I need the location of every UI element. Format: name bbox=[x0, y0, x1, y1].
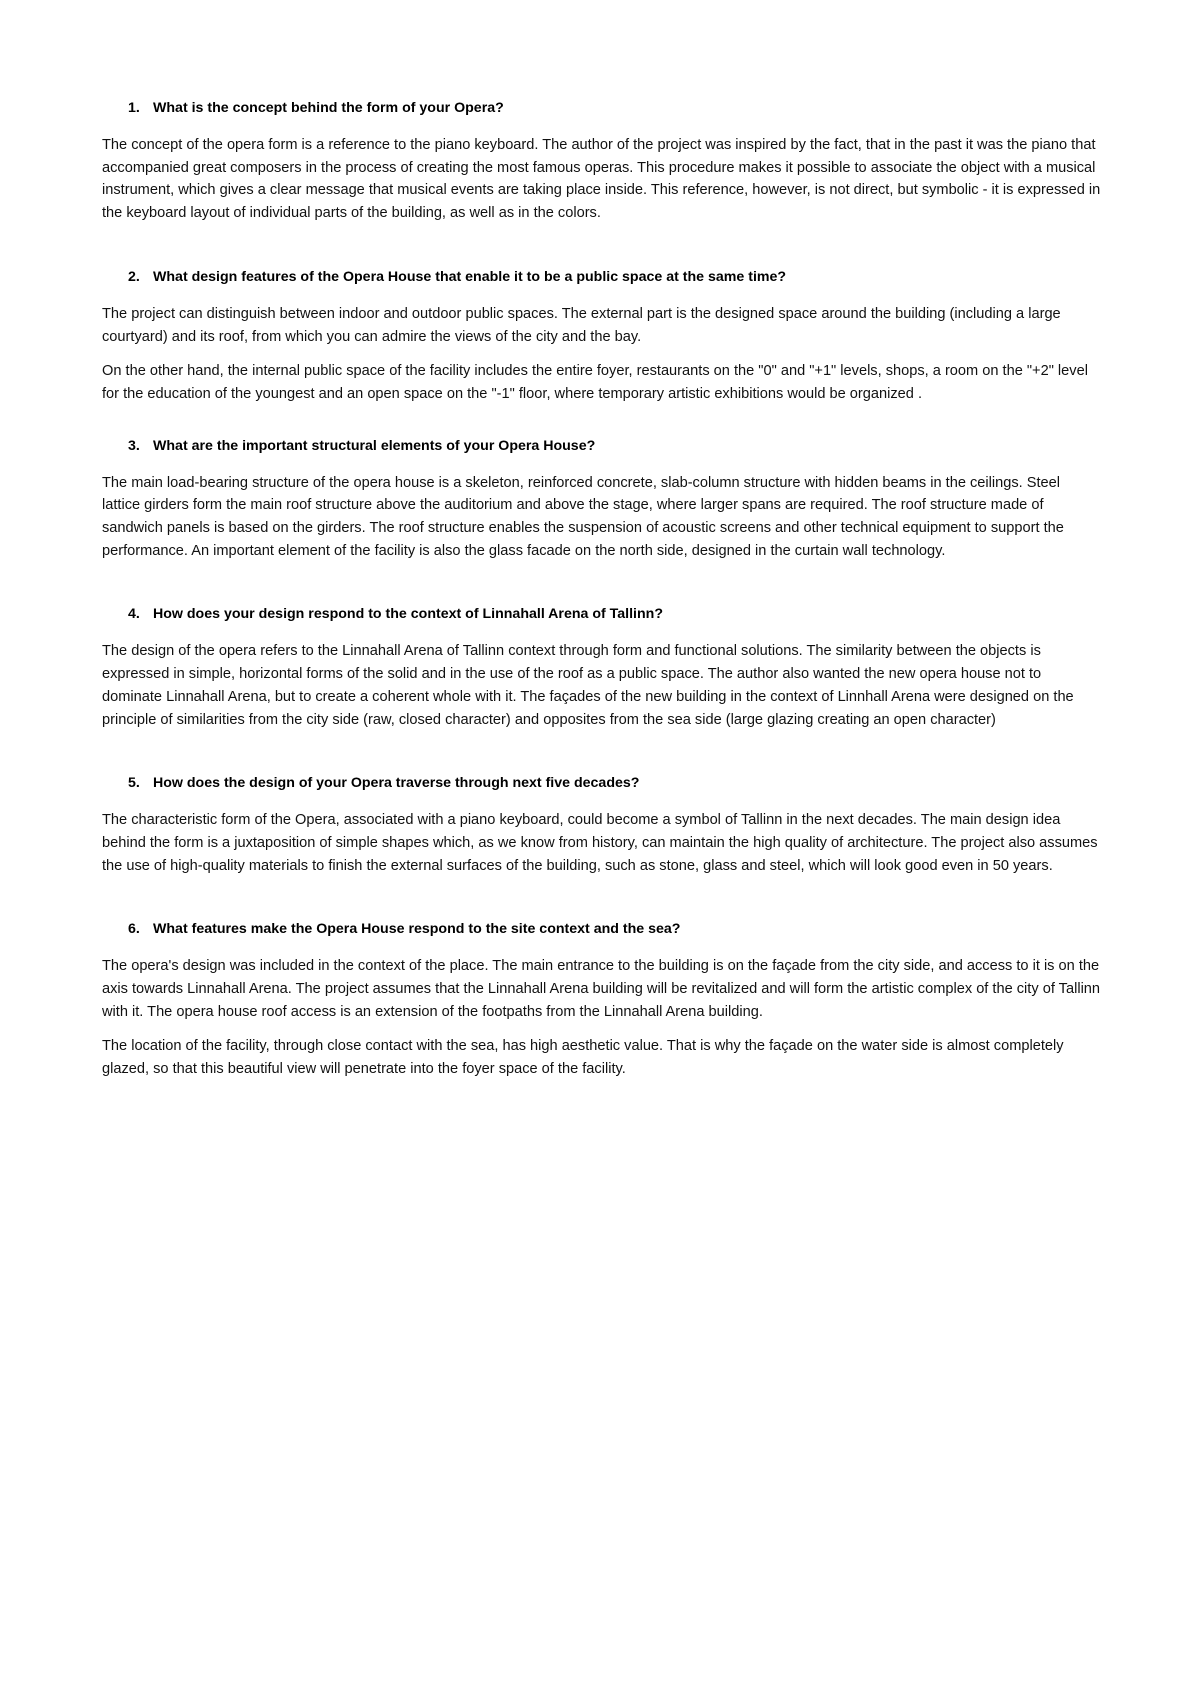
document-page bbox=[102, 98, 1102, 1093]
question-heading bbox=[128, 98, 1102, 119]
question-text: What is the concept behind the form of your Opera? bbox=[153, 100, 504, 116]
question-heading bbox=[128, 773, 1102, 794]
answer-paragraph: The concept of the opera form is a reference to the piano keyboard. The author of the project was inspired by the fact, that in the past it was the piano that accompanied great composers in the process of creating the most famous operas. This procedure makes it possible to associate the object with a musical instrument, which gives a clear message that musical events are taking place inside. This reference, however, is not direct, but symbolic - it is expressed in the keyboard layout of individual parts of the building, as well as in the colors. bbox=[102, 137, 1101, 222]
qa-section-6 bbox=[102, 919, 1102, 1081]
question-text: How does your design respond to the context of Linnahall Arena of Tallinn? bbox=[153, 606, 663, 623]
answer-paragraph: The main load-bearing structure of the opera house is a skeleton, reinforced concrete, slab-column structure with hidden beams in the ceilings. Steel lattice girders form the main roof structure above the auditorium and above the stage, where larger spans are required. The roof structure made of sandwich panels is based on the girders. The roof structure enables the suspension of acoustic screens and other technical equipment to support the performance. An important element of the facility is also the glass facade on the north side, designed in the curtain wall technology. bbox=[102, 474, 1064, 559]
question-number: 3. bbox=[128, 437, 140, 454]
qa-section-4 bbox=[102, 604, 1102, 731]
answer-paragraph: The project can distinguish between indoor and outdoor public spaces. The external part is the designed space around the building (including a large courtyard) and its roof, from which you can admire the views of the city and the bay. bbox=[102, 305, 1061, 345]
question-heading bbox=[128, 919, 1102, 940]
question-text: What design features of the Opera House that enable it to be a public space at the same time? bbox=[153, 268, 787, 285]
qa-section-5 bbox=[102, 773, 1102, 877]
question-number: 4. bbox=[128, 606, 140, 623]
answer-paragraph: The location of the facility, through close contact with the sea, has high aesthetic value. That is why the façade on the water side is almost completely glazed, so that this beautiful view will penetrate into the foyer space of the facility. bbox=[102, 1038, 1064, 1078]
answer-paragraph: The opera's design was included in the context of the place. The main entrance to the building is on the façade from the city side, and access to it is on the axis towards Linnahall Arena. The project assumes that the Linnahall Arena building will be revitalized and will form the artistic complex of the city of Tallinn with it. The opera house roof access is an extension of the footpaths from the Linnahall Arena building. bbox=[102, 958, 1101, 1020]
question-text: What features make the Opera House respond to the site context and the sea? bbox=[153, 921, 681, 938]
qa-section-3 bbox=[102, 436, 1102, 563]
question-text: How does the design of your Opera traverse through next five decades? bbox=[153, 775, 640, 792]
question-heading bbox=[128, 604, 1102, 625]
qa-section-2 bbox=[102, 267, 1102, 406]
answer-paragraph: The design of the opera refers to the Linnahall Arena of Tallinn context through form and functional solutions. The similarity between the objects is expressed in simple, horizontal forms of the solid and in the use of the roof as a public space. The author also wanted the new opera house not to dominate Linnahall Arena, but to create a coherent whole with it. The façades of the new building in the context of Linnhall Arena were designed on the principle of similarities from the city side (raw, closed character) and opposites from the sea side (large glazing creating an open character) bbox=[102, 643, 1074, 728]
question-number: 6. bbox=[128, 921, 140, 938]
question-number: 5. bbox=[128, 775, 140, 792]
question-text: What are the important structural elements of your Opera House? bbox=[153, 437, 596, 454]
question-heading bbox=[128, 267, 1102, 288]
question-heading bbox=[128, 436, 1102, 457]
qa-section-1 bbox=[102, 98, 1102, 225]
question-number: 2. bbox=[128, 268, 140, 285]
answer-paragraph: On the other hand, the internal public space of the facility includes the entire foyer, restaurants on the "0" and "+1" levels, shops, a room on the "+2" level for the education of the youngest and an open space on the "-1" floor, where temporary artistic exhibitions would be organized . bbox=[102, 363, 1088, 402]
question-number: 1. bbox=[128, 100, 140, 116]
answer-paragraph: The characteristic form of the Opera, associated with a piano keyboard, could become a symbol of Tallinn in the next decades. The main design idea behind the form is a juxtaposition of simple shapes which, as we know from history, can maintain the high quality of architecture. The project also assumes the use of high-quality materials to finish the external surfaces of the building, such as stone, glass and steel, which will look good even in 50 years. bbox=[102, 812, 1098, 874]
